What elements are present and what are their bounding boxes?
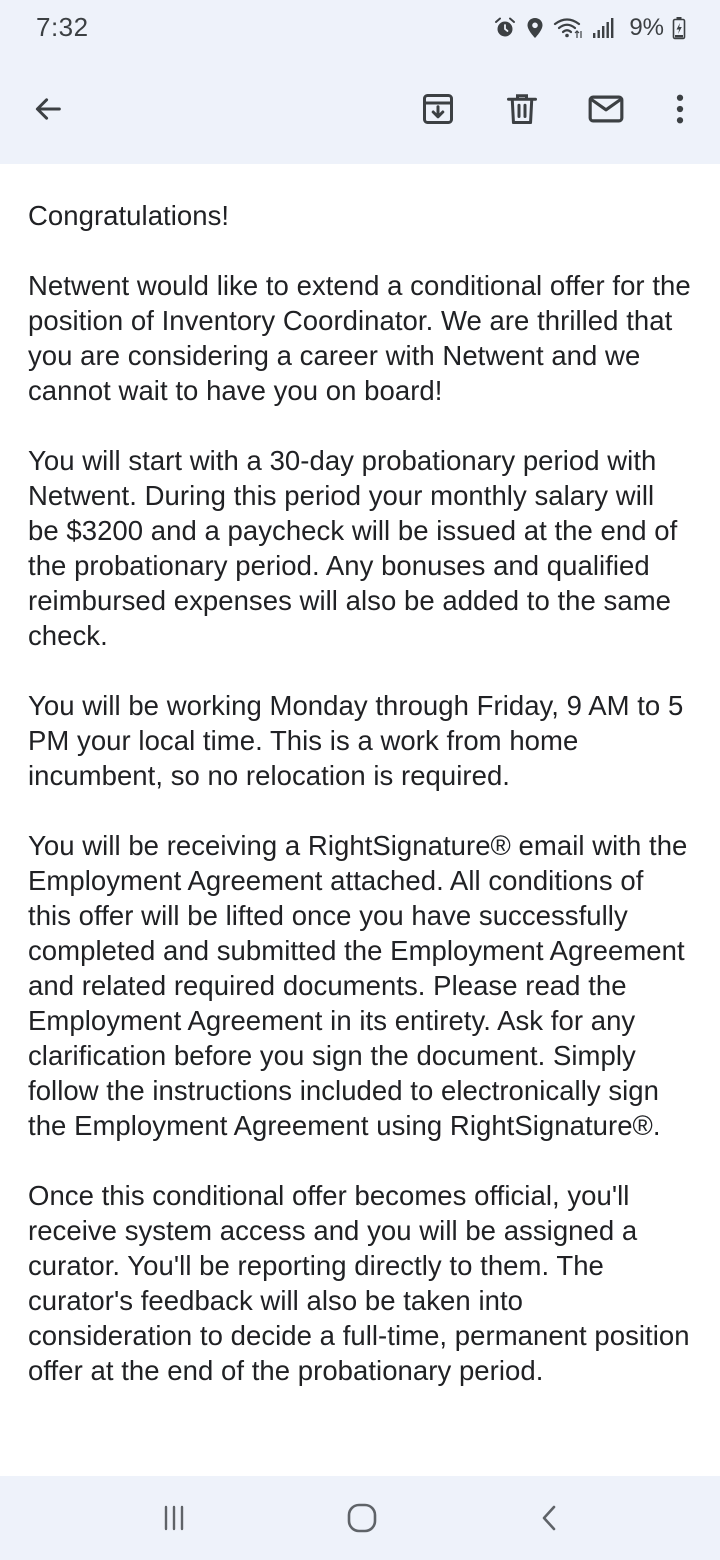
more-options-button[interactable]	[656, 85, 704, 133]
status-bar	[0, 0, 720, 56]
status-icons	[493, 14, 686, 42]
battery-charging-icon	[672, 16, 686, 40]
system-nav-bar	[0, 1476, 720, 1560]
more-vert-icon	[662, 91, 698, 127]
paragraph-probation: You will start with a 30-day probationary period with Netwent. During this period your monthly salary will be $3200 and a paycheck will be issued at the end of the probationary period. Any bonuses and qualified reimbursed expenses will also be added to the same check.	[28, 445, 678, 651]
paragraph-agreement: You will be receiving a RightSignature® email with the Employment Agreement attached. All conditions of this offer will be lifted once you have successfully completed and submitted the Employment Agreement and related required documents. Please read the Employment Agreement in its entirety. Ask for any clarification before you sign the document. Simply follow the instructions included to electronically sign the Employment Agreement using RightSignature®.	[28, 830, 688, 1141]
location-icon	[525, 16, 545, 40]
archive-icon	[420, 91, 456, 127]
email-body[interactable]	[0, 164, 720, 1476]
email-toolbar	[0, 64, 720, 154]
signal-icon	[591, 16, 615, 40]
paragraph-greeting: Congratulations!	[28, 200, 230, 231]
paragraph-next-steps: Once this conditional offer becomes official, you'll receive system access and you will be assigned a curator. You'll be reporting directly to them. The curator's feedback will also be taken into consideration to decide a full-time, permanent position offer at the end of the probationary period.	[28, 1180, 690, 1386]
back-button[interactable]	[24, 85, 72, 133]
app-header	[0, 0, 720, 164]
mark-unread-button[interactable]	[582, 85, 630, 133]
battery-level: 9%	[629, 14, 664, 41]
alarm-icon	[493, 16, 517, 40]
email-message	[0, 164, 720, 1388]
mark-unread-icon	[587, 90, 625, 128]
back-arrow-icon	[31, 92, 65, 126]
delete-icon	[504, 91, 540, 127]
paragraph-offer: Netwent would like to extend a conditional offer for the position of Inventory Coordinator. We are thrilled that you are considering a career with Netwent and we cannot wait to have you on board!	[28, 270, 691, 406]
wifi-icon	[553, 16, 583, 40]
archive-button[interactable]	[414, 85, 462, 133]
recents-icon	[159, 1503, 189, 1533]
status-time: 7:32	[36, 12, 89, 42]
home-icon	[346, 1502, 378, 1534]
home-button[interactable]	[338, 1494, 386, 1542]
nav-back-button[interactable]	[526, 1494, 574, 1542]
back-icon	[535, 1503, 565, 1533]
recents-button[interactable]	[150, 1494, 198, 1542]
delete-button[interactable]	[498, 85, 546, 133]
paragraph-schedule: You will be working Monday through Friday, 9 AM to 5 PM your local time. This is a work from home incumbent, so no relocation is required.	[28, 690, 684, 791]
